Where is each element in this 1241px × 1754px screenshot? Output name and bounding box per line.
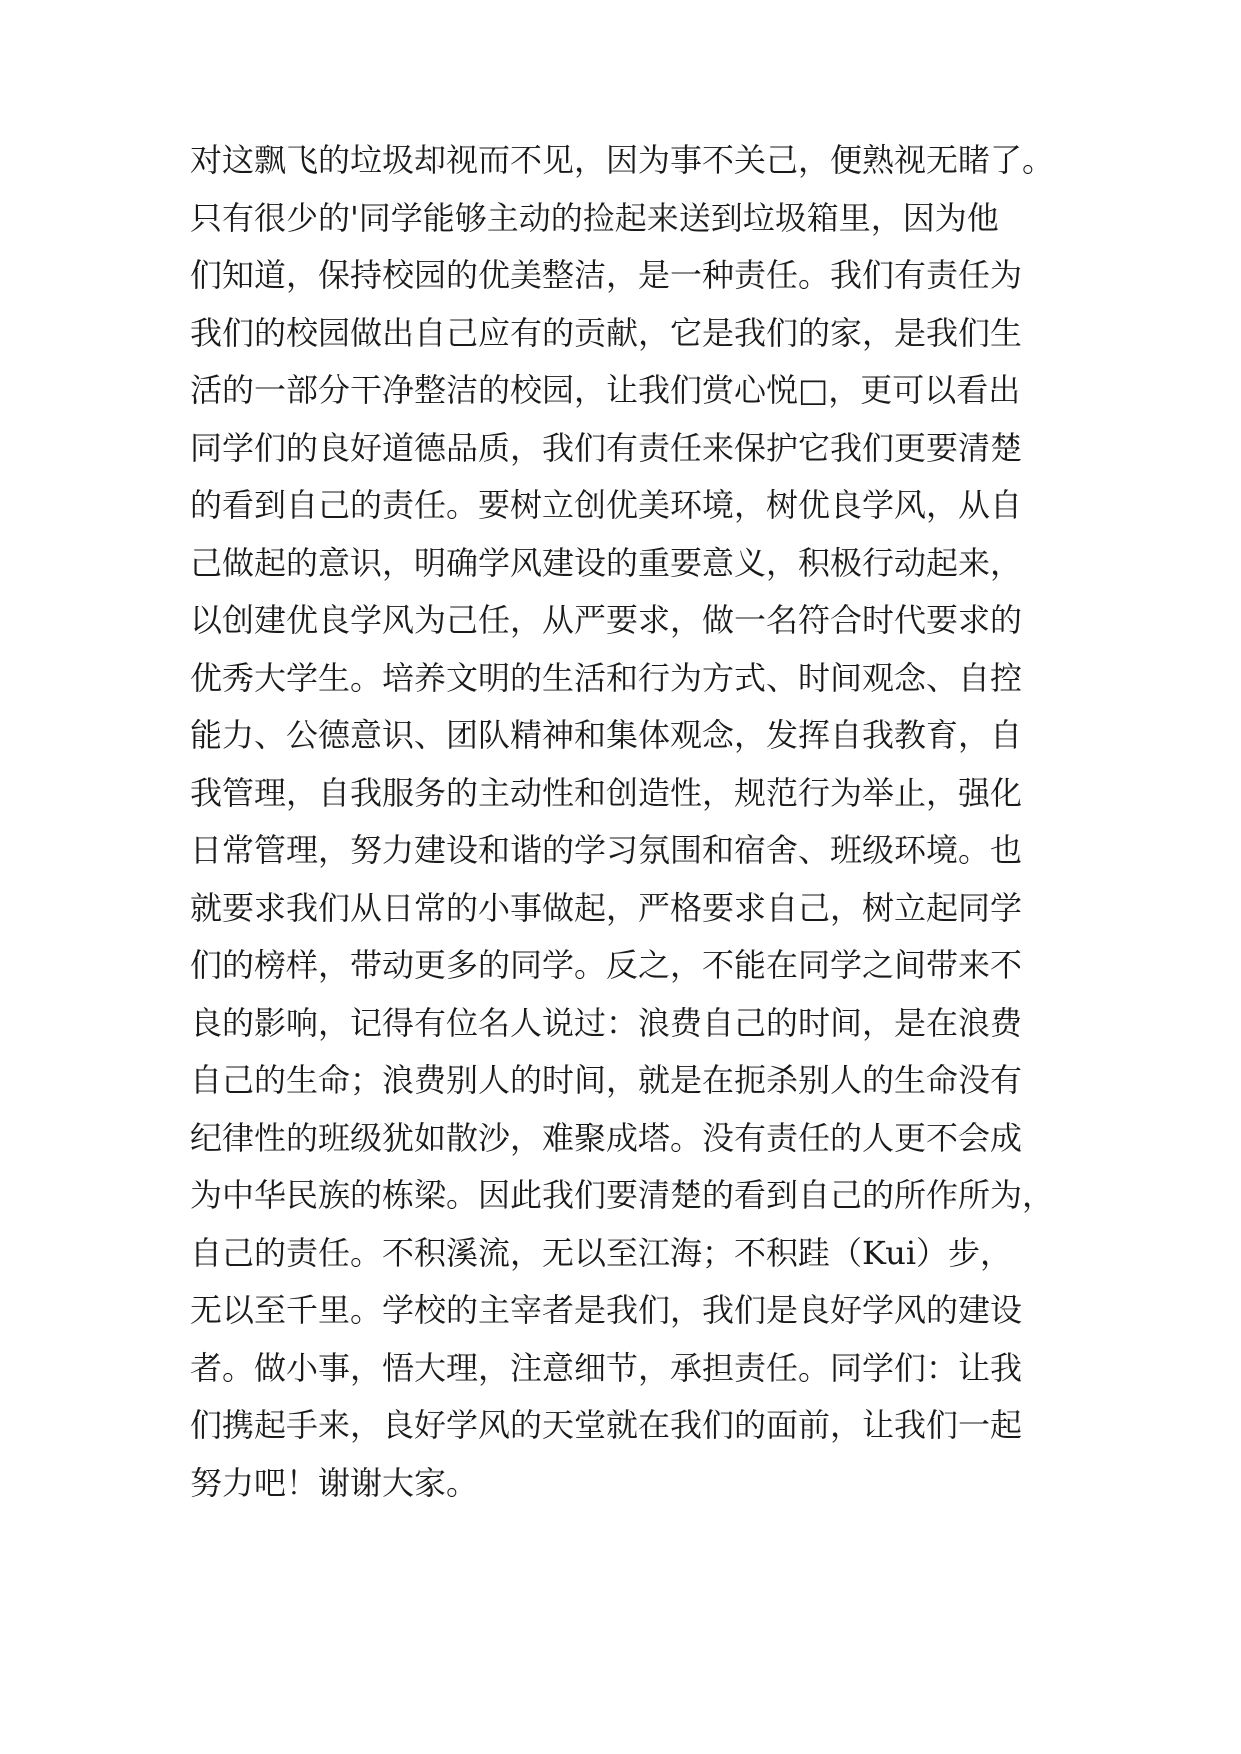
text-line: 们的榜样，带动更多的同学。反之，不能在同学之间带来不 (190, 946, 1023, 984)
text-line: 日常管理，努力建设和谐的学习氛围和宿舍、班级环境。也 (190, 831, 1023, 869)
text-line: 无以至千里。学校的主宰者是我们，我们是良好学风的建设 (190, 1291, 1023, 1329)
text-line: 只有很少的'同学能够主动的捡起来送到垃圾箱里，因为他 (190, 198, 999, 237)
text-line: 同学们的良好道德品质，我们有责任来保护它我们更要清楚 (190, 428, 1023, 467)
text-line: 努力吧！谢谢大家。 (190, 1463, 479, 1502)
text-line: 们知道，保持校园的优美整洁，是一种责任。我们有责任为 (190, 256, 1023, 294)
text-line: 的看到自己的责任。要树立创优美环境，树优良学风，从自 (190, 486, 1023, 524)
text-line: 自己的责任。不积溪流，无以至江海；不积跬（Kui）步， (190, 1233, 1013, 1272)
text-line: 对这飘飞的垃圾却视而不见，因为事不关己，便熟视无睹了。 (190, 141, 1055, 179)
body-text (190, 132, 1062, 1512)
text-line: 我们的校园做出自己应有的贡献，它是我们的家，是我们生 (190, 313, 1023, 352)
text-line: 纪律性的班级犹如散沙，难聚成塔。没有责任的人更不会成 (190, 1118, 1023, 1157)
text-line: 活的一部分干净整洁的校园，让我们赏心悦□，更可以看出 (190, 371, 1021, 409)
text-line: 我管理，自我服务的主动性和创造性，规范行为举止，强化 (190, 773, 1023, 812)
text-line: 者。做小事，悟大理，注意细节，承担责任。同学们：让我 (190, 1348, 1023, 1387)
text-line: 为中华民族的栋梁。因此我们要清楚的看到自己的所作所为， (190, 1176, 1055, 1214)
text-line: 良的影响，记得有位名人说过：浪费自己的时间，是在浪费 (190, 1003, 1023, 1042)
text-line: 能力、公德意识、团队精神和集体观念，发挥自我教育，自 (190, 716, 1023, 754)
text-line: 就要求我们从日常的小事做起，严格要求自己，树立起同学 (190, 888, 1023, 927)
text-line: 优秀大学生。培养文明的生活和行为方式、时间观念、自控 (190, 658, 1023, 697)
text-line: 自己的生命；浪费别人的时间，就是在扼杀别人的生命没有 (190, 1061, 1023, 1099)
text-line: 己做起的意识，明确学风建设的重要意义，积极行动起来， (190, 543, 1023, 582)
text-line: 以创建优良学风为己任，从严要求，做一名符合时代要求的 (190, 601, 1023, 639)
text-line: 们携起手来，良好学风的天堂就在我们的面前，让我们一起 (190, 1406, 1023, 1444)
